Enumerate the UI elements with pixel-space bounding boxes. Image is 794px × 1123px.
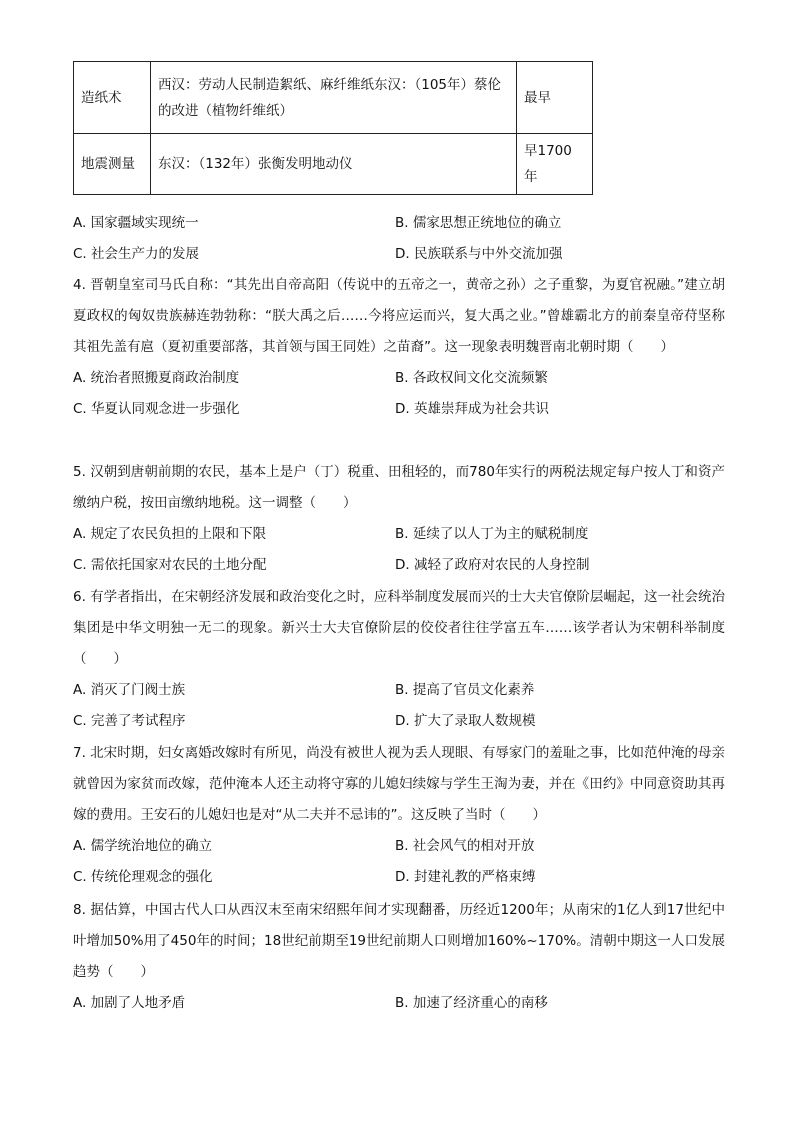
table-cell-item: 地震测量 [74, 134, 151, 195]
option-b[interactable]: B. 儒家思想正统地位的确立 [395, 215, 562, 231]
option-b[interactable]: B. 提高了官员文化素养 [395, 682, 535, 698]
question-text: 5. 汉朝到唐朝前期的农民，基本上是户（丁）税重、田租轻的，而780年实行的两税法规定每户按人丁和资产缴纳户税，按田亩缴纳地税。这一调整（ ） [73, 464, 725, 511]
question-4 [73, 270, 725, 425]
option-c[interactable]: C. 传统伦理观念的强化 [73, 869, 213, 885]
table-cell-note: 最早 [517, 62, 593, 134]
table-cell-item: 造纸术 [74, 62, 151, 134]
option-c[interactable]: C. 社会生产力的发展 [73, 246, 200, 262]
option-b[interactable]: B. 延续了以人丁为主的赋税制度 [395, 526, 589, 542]
option-d[interactable]: D. 减轻了政府对农民的人身控制 [395, 557, 590, 573]
option-a[interactable]: A. 儒学统治地位的确立 [73, 838, 213, 854]
option-b[interactable]: B. 社会风气的相对开放 [395, 838, 535, 854]
option-d[interactable]: D. 英雄崇拜成为社会共识 [395, 401, 549, 417]
table-row [74, 62, 593, 134]
question-text: 8. 据估算，中国古代人口从西汉末至南宋绍熙年间才实现翻番，历经近1200年；从南宋的1亿人到17世纪中叶增加50%用了450年的时间；18世纪前期至19世纪前期人口则增加160%~170%。清朝中期这一人口发展趋势（ ） [73, 902, 725, 980]
option-d[interactable]: D. 民族联系与中外交流加强 [395, 246, 563, 262]
table-cell-desc: 西汉：劳动人民制造絮纸、麻纤维纸东汉：（105年）蔡伦的改进（植物纤维纸） [151, 62, 517, 134]
option-a[interactable]: A. 国家疆域实现统一 [73, 215, 199, 231]
option-d[interactable]: D. 扩大了录取人数规模 [395, 713, 536, 729]
question-3-options [73, 208, 725, 270]
option-c[interactable]: C. 需依托国家对农民的土地分配 [73, 557, 267, 573]
option-a[interactable]: A. 统治者照搬夏商政治制度 [73, 370, 240, 386]
table-row [74, 134, 593, 195]
question-text: 4. 晋朝皇室司马氏自称：“其先出自帝高阳（传说中的五帝之一，黄帝之孙）之子重黎，为夏官祝融。”建立胡夏政权的匈奴贵族赫连勃勃称：“朕大禹之后……今将应运而兴，复大禹之业。”曾雄霸北方的前秦皇帝苻坚称其祖先盖有扈（夏初重要部落，其首领与国王同姓）之苗裔”。这一现象表明魏晋南北朝时期（ ） [73, 277, 725, 355]
question-8 [73, 895, 725, 1019]
option-c[interactable]: C. 华夏认同观念进一步强化 [73, 401, 240, 417]
option-a[interactable]: A. 加剧了人地矛盾 [73, 995, 186, 1011]
question-6 [73, 582, 725, 737]
question-5 [73, 457, 725, 581]
option-b[interactable]: B. 各政权间文化交流频繁 [395, 370, 548, 386]
option-c[interactable]: C. 完善了考试程序 [73, 713, 186, 729]
option-a[interactable]: A. 规定了农民负担的上限和下限 [73, 526, 267, 542]
option-d[interactable]: D. 封建礼教的严格束缚 [395, 869, 536, 885]
question-text: 7. 北宋时期，妇女离婚改嫁时有所见，尚没有被世人视为丢人现眼、有辱家门的羞耻之事，比如范仲淹的母亲就曾因为家贫而改嫁，范仲淹本人还主动将守寡的儿媳妇续嫁与学生王淘为妻，并在《田约》中同意资助其再嫁的费用。王安石的儿媳妇也是对“从二夫并不忌讳的”。这反映了当时（ ） [73, 745, 725, 823]
option-b[interactable]: B. 加速了经济重心的南移 [395, 995, 548, 1011]
table-cell-desc: 东汉：（132年）张衡发明地动仪 [151, 134, 517, 195]
question-text: 6. 有学者指出，在宋朝经济发展和政治变化之时，应科举制度发展而兴的士大夫官僚阶层崛起，这一社会统治集团是中华文明独一无二的现象。新兴士大夫官僚阶层的佼佼者往往学富五车……该学者认为宋朝科举制度（ ） [73, 589, 725, 667]
table-cell-note: 早1700年 [517, 134, 593, 195]
question-7 [73, 738, 725, 893]
option-a[interactable]: A. 消灭了门阀士族 [73, 682, 186, 698]
technology-table [73, 61, 593, 195]
